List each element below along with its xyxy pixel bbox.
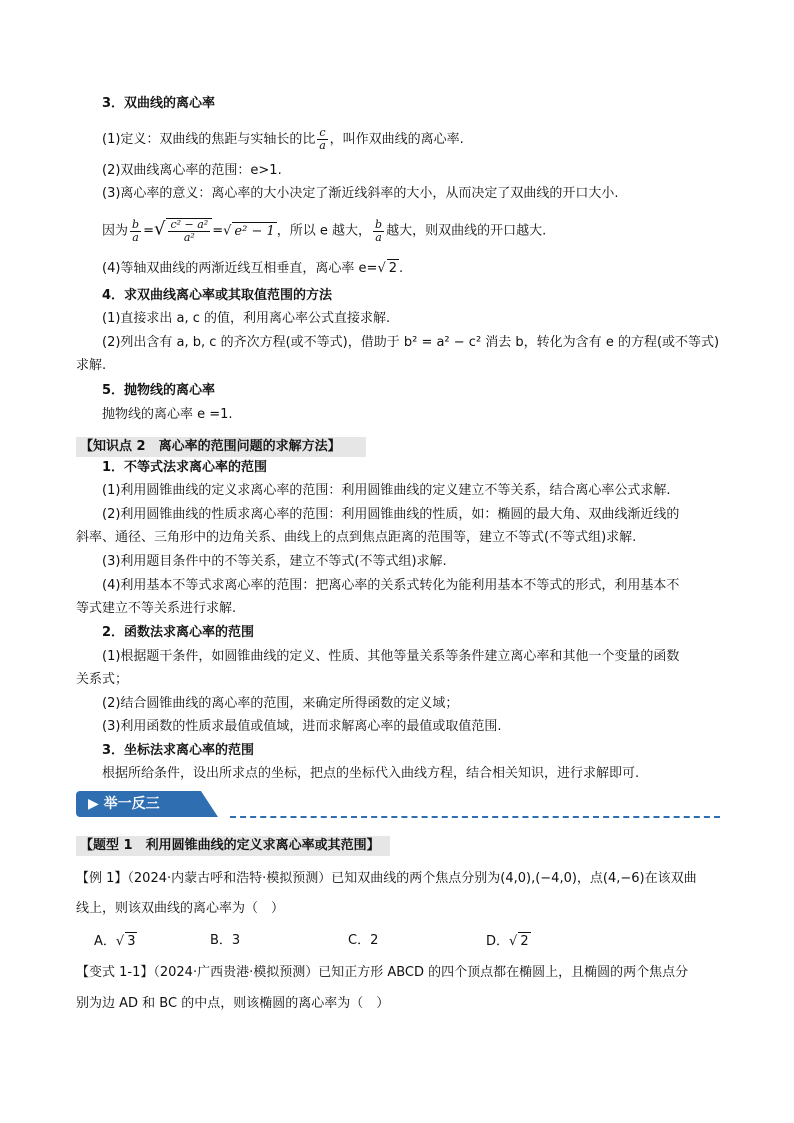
b-over-a-fraction	[130, 219, 141, 244]
equals-sign: =	[143, 223, 154, 239]
radical-fraction	[166, 218, 212, 244]
method-2: (2)列出含有 a, b, c 的齐次方程(或不等式)，借助于 b² = a² − c² 消去 b，转化为含有 e 的方程(或不等式)	[102, 335, 720, 350]
equiaxial-line	[102, 259, 403, 278]
because-text: 因为	[102, 223, 129, 239]
function-2: (2)结合圆锥曲线的离心率的范围，来确定所得函数的定义域；	[102, 696, 459, 711]
meaning-line: (3)离心率的意义：离心率的大小决定了渐近线斜率的大小，从而决定了双曲线的开口大小.	[102, 186, 619, 201]
radical-two: 2	[388, 261, 398, 276]
radical-sign: √	[115, 934, 125, 949]
function-method-title: 2．函数法求离心率的范围	[102, 625, 255, 640]
option-a-label: A．	[94, 934, 116, 949]
section-3-title: 3．双曲线的离心率	[102, 96, 216, 111]
banner-title: ▶ 举一反三	[88, 796, 160, 812]
inequality-4-cont: 等式建立不等关系进行求解.	[76, 601, 237, 616]
fraction-denominator: a	[319, 139, 326, 152]
equiaxial-text: (4)等轴双曲线的两渐近线互相垂直，离心率 e=	[102, 261, 378, 276]
question-type-1-heading: 【题型 1 利用圆锥曲线的定义求离心率或其范围】	[76, 836, 390, 856]
radical-sign: √	[509, 934, 518, 949]
inequality-4: (4)利用基本不等式求离心率的范围：把离心率的关系式转化为能利用基本不等式的形式，利用基本不	[102, 578, 680, 593]
banner-divider	[230, 816, 720, 818]
example-1-text: 【例 1】（2024·内蒙古呼和浩特·模拟预测）已知双曲线的两个焦点分别为(4,0),(−4,0)，点(4,−6)在该双曲	[76, 871, 697, 886]
section-5-title: 5．抛物线的离心率	[102, 383, 216, 398]
coordinate-1: 根据所给条件，设出所求点的坐标，把点的坐标代入曲线方程，结合相关知识，进行求解即可.	[102, 766, 640, 781]
definition-line	[102, 127, 464, 152]
option-c[interactable]: C．2	[348, 933, 379, 948]
formula-line	[102, 218, 546, 244]
option-a[interactable]	[94, 932, 137, 951]
fraction-numerator: c	[319, 126, 326, 139]
option-d[interactable]	[486, 932, 531, 951]
definition-text: (1)定义：双曲线的焦距与实轴长的比	[102, 132, 316, 147]
method-1: (1)直接求出 a, c 的值，利用离心率公式直接求解.	[102, 311, 391, 326]
radical-sign: √	[153, 218, 166, 240]
inequality-3: (3)利用题目条件中的不等关系，建立不等式(不等式组)求解.	[102, 554, 447, 569]
equals-sign: =	[212, 223, 224, 239]
radical-sign: √	[377, 261, 386, 276]
variant-1-1-text: 【变式 1-1】（2024·广西贵港·模拟预测）已知正方形 ABCD 的四个顶点都在椭圆上，且椭圆的两个焦点分	[76, 965, 689, 980]
fraction-numerator: c² − a²	[170, 218, 209, 231]
period: .	[399, 261, 404, 276]
option-d-value: 2	[520, 934, 529, 949]
variant-1-1-text-cont: 别为边 AD 和 BC 的中点，则该椭圆的离心率为（ ）	[76, 996, 390, 1011]
function-1-cont: 关系式；	[76, 672, 129, 687]
fraction-denominator: a	[132, 230, 139, 244]
function-1: (1)根据题干条件，如圆锥曲线的定义、性质、其他等量关系等条件建立离心率和其他一个变量的函数	[102, 649, 680, 664]
so-text: ，所以 e 越大，	[276, 223, 372, 239]
definition-text-end: ，叫作双曲线的离心率.	[329, 132, 464, 147]
radical-sign: √	[223, 223, 232, 239]
inequality-2: (2)利用圆锥曲线的性质求离心率的范围：利用圆锥曲线的性质，如：椭圆的最大角、双曲线渐近线的	[102, 507, 680, 522]
fraction-denominator: a²	[183, 231, 195, 244]
coordinate-method-title: 3．坐标法求离心率的范围	[102, 743, 255, 758]
parabola-line: 抛物线的离心率 e =1.	[102, 407, 233, 422]
radical-e-squared-minus-one: e² − 1	[234, 223, 275, 239]
option-d-label: D．	[486, 934, 510, 949]
fraction-numerator: b	[375, 217, 383, 231]
inequality-2-cont: 斜率、通径、三角形中的边角关系、曲线上的点到焦点距离的范围等，建立不等式(不等式组)求解.	[76, 530, 637, 545]
method-2-cont: 求解.	[76, 358, 107, 373]
section-4-title: 4．求双曲线离心率或其取值范围的方法	[102, 288, 333, 303]
inequality-method-title: 1．不等式法求离心率的范围	[102, 460, 268, 475]
example-1-text-cont: 线上，则该双曲线的离心率为（ ）	[76, 901, 285, 916]
so-text-end: 越大，则双曲线的开口越大.	[386, 223, 547, 239]
fraction-denominator: a	[375, 230, 382, 244]
knowledge-point-2-heading: 【知识点 2 离心率的范围问题的求解方法】	[76, 437, 366, 457]
fraction-numerator: b	[132, 217, 140, 231]
range-line: (2)双曲线离心率的范围：e>1.	[102, 163, 282, 178]
option-a-value: 3	[127, 934, 136, 949]
inequality-1: (1)利用圆锥曲线的定义求离心率的范围：利用圆锥曲线的定义建立不等关系，结合离心率公式求解.	[102, 483, 671, 498]
option-b[interactable]: B．3	[210, 933, 241, 948]
function-3: (3)利用函数的性质求最值或值域，进而求解离心率的最值或取值范围.	[102, 719, 502, 734]
c-over-a-fraction	[317, 127, 327, 152]
b-over-a-fraction	[373, 219, 384, 244]
